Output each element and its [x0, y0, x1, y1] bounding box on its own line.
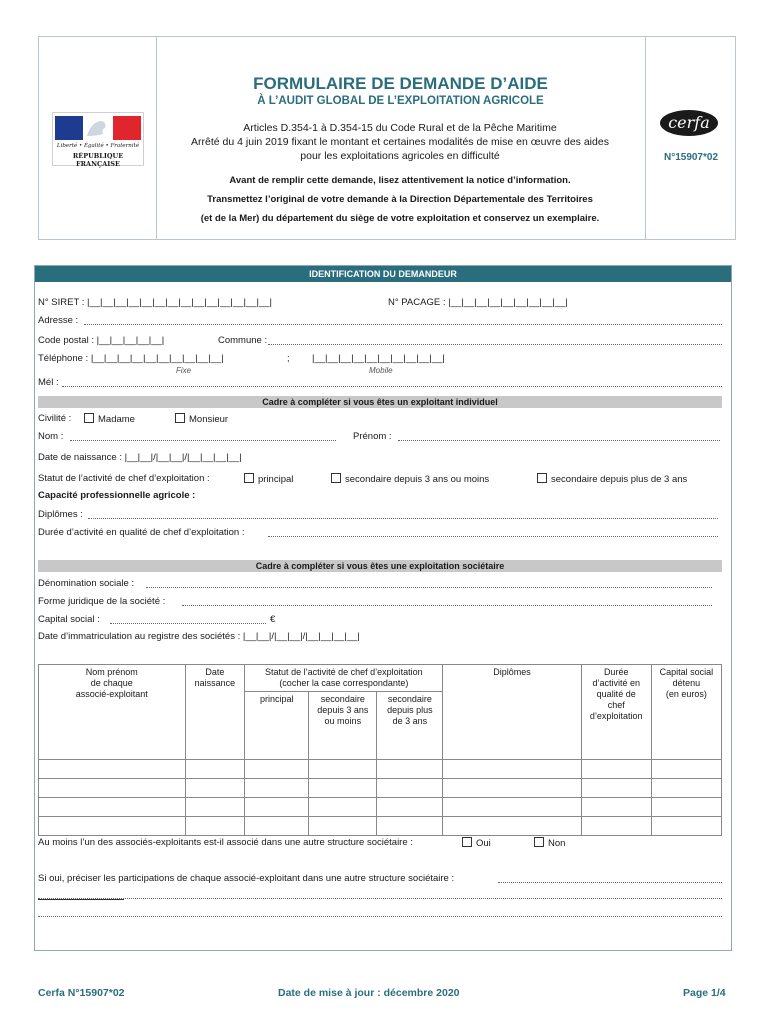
denomination-field[interactable]: [146, 578, 712, 588]
si-oui-field-line[interactable]: [38, 907, 722, 917]
diplomes-field[interactable]: [88, 509, 718, 519]
table-row: [39, 760, 722, 779]
sub-line: ou moins: [324, 716, 362, 726]
immatriculation-field[interactable]: Date d’immatriculation au registre des sociétés : |__|__|/|__|__|/|__|__|__|__|: [38, 631, 360, 642]
articles-line: Arrêté du 4 juin 2019 fixant le montant et certaines modalités de mise en œuvre des aides: [191, 136, 609, 148]
si-oui-underline: [38, 899, 124, 900]
table-cell[interactable]: [245, 779, 309, 798]
page-subtitle: À L’AUDIT GLOBAL DE L’EXPLOITATION AGRICOLE: [257, 95, 544, 107]
telephone-separator: ;: [287, 353, 290, 364]
col-statut-line: (cocher la case correspondante): [279, 678, 409, 688]
telephone-fixe-field[interactable]: Téléphone : |__|__|__|__|__|__|__|__|__|__|: [38, 353, 224, 364]
associes-table: [38, 664, 722, 836]
si-oui-label: Si oui, préciser les participations de chaque associé-exploitant dans une autre structure sociétaire :: [38, 873, 455, 884]
monsieur-option[interactable]: [175, 413, 228, 426]
sub-line: secondaire: [320, 694, 365, 704]
statut-secondaire-plus-option[interactable]: [537, 473, 687, 486]
forme-juridique-label: Forme juridique de la société :: [38, 596, 166, 607]
diplomes-label: Diplômes :: [38, 509, 83, 520]
sub-line: secondaire: [387, 694, 432, 704]
commune-field[interactable]: [268, 335, 722, 345]
statut-label: Statut de l’activité de chef d’exploitation :: [38, 473, 210, 484]
capital-field[interactable]: [110, 614, 266, 624]
telephone-mobile-field[interactable]: |__|__|__|__|__|__|__|__|__|__|: [312, 353, 445, 364]
header-divider: [645, 36, 646, 240]
table-cell[interactable]: [245, 798, 309, 817]
table-cell[interactable]: [581, 779, 651, 798]
table-cell[interactable]: [309, 798, 377, 817]
siret-field[interactable]: N° SIRET : |__|__|__|__|__|__|__|__|__|__|__|__|__|__|: [38, 297, 272, 308]
statut-principal-label: principal: [258, 474, 294, 485]
table-cell[interactable]: [185, 760, 245, 779]
notice-line: (et de la Mer) du département du siège de votre exploitation et conservez un exemplaire.: [200, 213, 600, 224]
table-cell[interactable]: [39, 817, 186, 836]
col-duree-line: Durée: [603, 667, 629, 677]
non-checkbox[interactable]: [534, 837, 544, 847]
col-capital-line: détenu: [672, 678, 701, 688]
mobile-label: Mobile: [369, 366, 393, 375]
table-cell[interactable]: [185, 798, 245, 817]
table-cell[interactable]: [377, 779, 443, 798]
si-oui-field[interactable]: [498, 873, 722, 883]
table-cell[interactable]: [377, 798, 443, 817]
table-cell[interactable]: [651, 798, 721, 817]
oui-checkbox[interactable]: [462, 837, 472, 847]
table-cell[interactable]: [443, 779, 581, 798]
code-postal-field[interactable]: Code postal : |__|__|__|__|__|: [38, 335, 165, 346]
capacite-text: Capacité professionnelle agricole: [38, 490, 190, 501]
sub-line: depuis 3 ans: [317, 705, 369, 715]
pacage-field[interactable]: N° PACAGE : |__|__|__|__|__|__|__|__|__|: [388, 297, 568, 308]
table-cell[interactable]: [651, 779, 721, 798]
col-capital-header: [651, 665, 721, 760]
table-row: [39, 779, 722, 798]
footer-page: Page 1/4: [683, 987, 726, 999]
duree-label: Durée d’activité en qualité de chef d’exploitation :: [38, 527, 245, 538]
nom-field[interactable]: [70, 431, 336, 441]
col-date-line: naissance: [194, 678, 236, 688]
table-cell[interactable]: [309, 779, 377, 798]
col-duree-line: chef: [607, 700, 625, 710]
articles-line: pour les exploitations agricoles en difficulté: [300, 150, 500, 162]
col-duree-line: d’exploitation: [589, 711, 643, 721]
table-row: [39, 798, 722, 817]
articles-text: [160, 121, 640, 163]
col-capital-line: (en euros): [665, 689, 707, 699]
sub-line: depuis plus: [387, 705, 433, 715]
table-cell[interactable]: [309, 817, 377, 836]
notice-line: Avant de remplir cette demande, lisez attentivement la notice d’information.: [229, 175, 571, 186]
autre-structure-question: Au moins l’un des associés-exploitants est-il associé dans une autre structure sociétaire :: [38, 837, 413, 848]
autre-structure-oui-option[interactable]: [462, 837, 491, 850]
marianne-logo: [52, 112, 144, 166]
adresse-field[interactable]: [84, 315, 722, 325]
col-duree-line: qualité de: [596, 689, 636, 699]
si-oui-field-line[interactable]: [38, 889, 722, 899]
duree-field[interactable]: [268, 527, 718, 537]
capacite-label: [38, 490, 195, 502]
table-cell[interactable]: [185, 817, 245, 836]
table-cell[interactable]: [185, 779, 245, 798]
euro-symbol: €: [270, 614, 276, 625]
madame-label: Madame: [98, 414, 135, 425]
cerfa-number: N°15907*02: [663, 152, 719, 163]
table-cell[interactable]: [443, 798, 581, 817]
cerfa-logo: cerfa: [660, 110, 718, 136]
col-duree-header: [581, 665, 651, 760]
statut-secondaire-plus-checkbox[interactable]: [537, 473, 547, 483]
marianne-motto: Liberté • Égalité • Fraternité: [56, 143, 140, 149]
nom-label: Nom :: [38, 431, 64, 442]
col-nom-line: Nom prénom: [85, 667, 138, 677]
table-row: [39, 817, 722, 836]
commune-label: Commune :: [218, 335, 268, 346]
col-capital-line: Capital social: [659, 667, 714, 677]
col-nom-line: de chaque: [90, 678, 133, 688]
col-date-line: Date: [205, 667, 225, 677]
col-date-header: [185, 665, 245, 760]
capital-label: Capital social :: [38, 614, 100, 625]
statut-principal-option[interactable]: [244, 473, 293, 486]
denomination-label: Dénomination sociale :: [38, 578, 135, 589]
table-cell[interactable]: [651, 817, 721, 836]
footer-date: Date de mise à jour : décembre 2020: [278, 987, 460, 999]
statut-secondaire-moins-option[interactable]: [331, 473, 489, 486]
sub-principal-header: principal: [245, 692, 309, 760]
forme-juridique-field[interactable]: [182, 596, 712, 606]
col-nom-line: associé-exploitant: [75, 689, 148, 699]
fixe-label: Fixe: [176, 366, 192, 375]
col-statut-line: Statut de l’activité de chef d’exploitation: [265, 667, 423, 677]
individuel-section-title: Cadre à compléter si vous êtes un exploitant individuel: [38, 396, 722, 408]
french-flag-icon: [55, 116, 141, 140]
col-nom-header: [39, 665, 186, 760]
prenom-label: Prénom :: [353, 431, 392, 442]
autre-structure-non-option[interactable]: [534, 837, 565, 850]
societaire-section-title: Cadre à compléter si vous êtes une exploitation sociétaire: [38, 560, 722, 572]
articles-line: Articles D.354-1 à D.354-15 du Code Rural et de la Pêche Maritime: [243, 122, 557, 134]
table-cell[interactable]: [581, 760, 651, 779]
statut-principal-checkbox[interactable]: [244, 473, 254, 483]
table-cell[interactable]: [245, 760, 309, 779]
sub-secondaire-moins-header: [309, 692, 377, 760]
madame-checkbox[interactable]: [84, 413, 94, 423]
sub-line: de 3 ans: [392, 716, 428, 726]
mel-label: Mél :: [38, 377, 59, 388]
section-identification-title: IDENTIFICATION DU DEMANDEUR: [35, 266, 731, 282]
table-cell[interactable]: [443, 817, 581, 836]
table-cell[interactable]: [245, 817, 309, 836]
statut-secondaire-moins-label: secondaire depuis 3 ans ou moins: [345, 474, 490, 485]
adresse-label: Adresse :: [38, 315, 79, 326]
sub-secondaire-plus-header: [377, 692, 443, 760]
mel-field[interactable]: [62, 377, 722, 387]
table-cell[interactable]: [581, 798, 651, 817]
monsieur-label: Monsieur: [189, 414, 229, 425]
table-cell[interactable]: [39, 779, 186, 798]
header-divider: [156, 36, 157, 240]
table-cell[interactable]: [581, 817, 651, 836]
footer-cerfa: Cerfa N°15907*02: [38, 987, 125, 999]
oui-label: Oui: [476, 838, 491, 849]
madame-option[interactable]: [84, 413, 135, 426]
statut-secondaire-moins-checkbox[interactable]: [331, 473, 341, 483]
date-naissance-field[interactable]: Date de naissance : |__|__|/|__|__|/|__|__|__|__|: [38, 452, 242, 463]
page-title: FORMULAIRE DE DEMANDE D’AIDE: [253, 74, 548, 93]
table-cell[interactable]: [443, 760, 581, 779]
marianne-name: RÉPUBLIQUE FRANÇAISE: [72, 152, 124, 168]
prenom-field[interactable]: [398, 431, 720, 441]
table-cell[interactable]: [39, 798, 186, 817]
monsieur-checkbox[interactable]: [175, 413, 185, 423]
statut-secondaire-plus-label: secondaire depuis plus de 3 ans: [551, 474, 688, 485]
table-cell[interactable]: [39, 760, 186, 779]
table-cell[interactable]: [377, 817, 443, 836]
notice-text: [160, 171, 640, 228]
capacite-colon: :: [192, 490, 196, 501]
table-cell[interactable]: [377, 760, 443, 779]
col-statut-header: [245, 665, 443, 692]
table-cell[interactable]: [309, 760, 377, 779]
table-cell[interactable]: [651, 760, 721, 779]
civilite-label: Civilité :: [38, 413, 72, 424]
notice-line: Transmettez l’original de votre demande à la Direction Départementale des Territoires: [207, 194, 593, 205]
col-duree-line: d’activité en: [592, 678, 640, 688]
non-label: Non: [548, 838, 566, 849]
col-diplomes-header: Diplômes: [443, 665, 581, 760]
